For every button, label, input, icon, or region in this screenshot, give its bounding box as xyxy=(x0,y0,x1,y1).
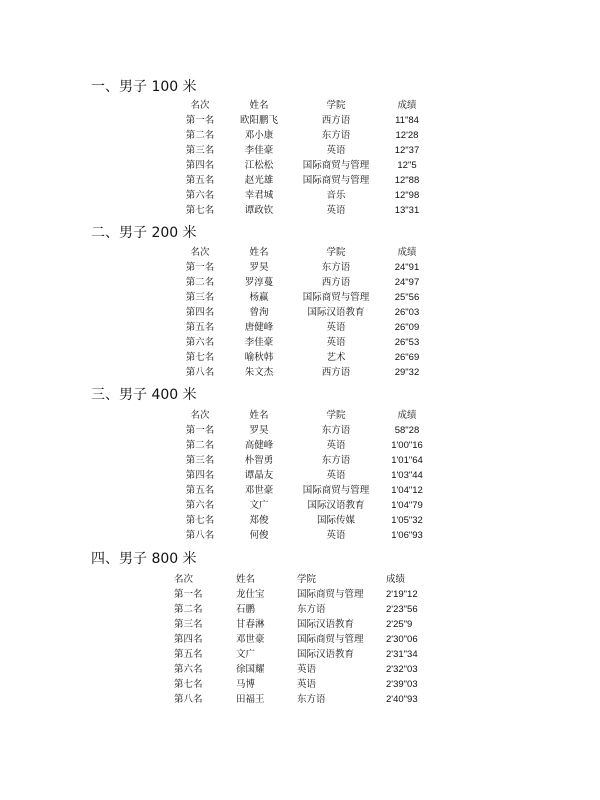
name-cell: 李佳豪 xyxy=(244,145,274,156)
table-row xyxy=(0,423,600,438)
school-cell: 国际传媒 xyxy=(316,515,355,526)
header-school: 学院 xyxy=(326,100,346,111)
school-cell: 国际汉语教育 xyxy=(297,649,355,660)
score-cell: 2'39"03 xyxy=(386,679,418,690)
name-cell: 朱文杰 xyxy=(244,367,274,378)
score-cell: 26"69 xyxy=(394,352,420,363)
school-cell: 东方语 xyxy=(321,425,351,436)
name-cell: 江松松 xyxy=(244,160,274,171)
table-row xyxy=(0,528,600,543)
table-row xyxy=(0,290,600,305)
table-row xyxy=(0,677,600,692)
school-cell: 东方语 xyxy=(321,262,351,273)
name-cell: 李佳豪 xyxy=(244,337,274,348)
table-row xyxy=(0,305,600,320)
rank-cell: 第六名 xyxy=(185,190,215,201)
name-cell: 甘春淋 xyxy=(236,619,265,630)
score-cell: 24"91 xyxy=(394,262,420,273)
school-cell: 英语 xyxy=(326,205,346,216)
rank-cell: 第一名 xyxy=(174,589,203,600)
rank-cell: 第五名 xyxy=(185,175,215,186)
score-cell: 2'32"03 xyxy=(386,664,418,675)
name-cell: 罗淳蔓 xyxy=(244,277,274,288)
rank-cell: 第二名 xyxy=(185,130,215,141)
score-cell: 12"37 xyxy=(394,145,420,156)
table-row xyxy=(0,483,600,498)
name-cell: 田福王 xyxy=(236,694,265,705)
table-row xyxy=(0,468,600,483)
rank-cell: 第二名 xyxy=(174,604,203,615)
table-row xyxy=(0,113,600,128)
name-cell: 朴智勇 xyxy=(244,455,274,466)
school-cell: 国际商贸与管理 xyxy=(302,485,370,496)
name-cell: 邓世豪 xyxy=(244,485,274,496)
school-cell: 国际汉语教育 xyxy=(307,307,365,318)
school-cell: 国际汉语教育 xyxy=(307,500,365,511)
rank-cell: 第八名 xyxy=(185,367,215,378)
rank-cell: 第四名 xyxy=(174,634,203,645)
rank-cell: 第二名 xyxy=(185,277,215,288)
table-row xyxy=(0,438,600,453)
rank-cell: 第七名 xyxy=(174,679,203,690)
rank-cell: 第一名 xyxy=(185,262,215,273)
table-row xyxy=(0,365,600,380)
name-cell: 幸君城 xyxy=(244,190,274,201)
name-cell: 邓小康 xyxy=(244,130,274,141)
rank-cell: 第五名 xyxy=(185,485,215,496)
school-cell: 西方语 xyxy=(321,367,351,378)
header-rank: 名次 xyxy=(190,410,210,421)
rank-cell: 第七名 xyxy=(185,352,215,363)
rank-cell: 第七名 xyxy=(185,515,215,526)
score-cell: 11"84 xyxy=(395,115,419,126)
table-row xyxy=(0,617,600,632)
score-cell: 1'01"64 xyxy=(391,455,423,466)
school-cell: 东方语 xyxy=(321,130,351,141)
rank-cell: 第六名 xyxy=(185,337,215,348)
school-cell: 国际商贸与管理 xyxy=(302,160,370,171)
header-score: 成绩 xyxy=(386,574,406,585)
name-cell: 龙仕宝 xyxy=(236,589,265,600)
score-cell: 2'23"56 xyxy=(386,604,418,615)
school-cell: 艺术 xyxy=(326,352,346,363)
name-cell: 曾洵 xyxy=(249,307,269,318)
name-cell: 唐健峰 xyxy=(244,322,274,333)
name-cell: 欧阳鹏飞 xyxy=(239,115,278,126)
table-header-row xyxy=(0,408,600,423)
score-cell: 24"97 xyxy=(394,277,420,288)
table-header-row xyxy=(0,572,600,587)
score-cell: 1'04"12 xyxy=(391,485,423,496)
name-cell: 石鹏 xyxy=(236,604,256,615)
table-header-row xyxy=(0,98,600,113)
header-score: 成绩 xyxy=(397,247,417,258)
score-cell: 2'40"93 xyxy=(386,694,418,705)
table-row xyxy=(0,647,600,662)
rank-cell: 第二名 xyxy=(185,440,215,451)
name-cell: 罗昊 xyxy=(249,262,269,273)
school-cell: 英语 xyxy=(326,337,346,348)
name-cell: 马博 xyxy=(236,679,256,690)
score-cell: 12"98 xyxy=(394,190,420,201)
table-row xyxy=(0,320,600,335)
score-cell: 12"88 xyxy=(394,175,420,186)
table-row xyxy=(0,335,600,350)
score-cell: 26"03 xyxy=(394,307,420,318)
rank-cell: 第三名 xyxy=(174,619,203,630)
school-cell: 东方语 xyxy=(321,455,351,466)
score-cell: 13"31 xyxy=(394,205,420,216)
header-name: 姓名 xyxy=(236,574,256,585)
school-cell: 东方语 xyxy=(297,694,326,705)
table-row xyxy=(0,260,600,275)
score-cell: 1'04"79 xyxy=(391,500,423,511)
table-row xyxy=(0,203,600,218)
name-cell: 郑俊 xyxy=(249,515,269,526)
rank-cell: 第八名 xyxy=(174,694,203,705)
rank-cell: 第一名 xyxy=(185,425,215,436)
score-cell: 1'05"32 xyxy=(391,515,423,526)
rank-cell: 第四名 xyxy=(185,160,215,171)
table-row xyxy=(0,602,600,617)
rank-cell: 第六名 xyxy=(174,664,203,675)
school-cell: 英语 xyxy=(297,679,317,690)
school-cell: 英语 xyxy=(326,145,346,156)
score-cell: 26"53 xyxy=(394,337,420,348)
school-cell: 西方语 xyxy=(321,277,351,288)
school-cell: 国际商贸与管理 xyxy=(302,292,370,303)
school-cell: 英语 xyxy=(326,470,346,481)
school-cell: 音乐 xyxy=(326,190,346,201)
table-row xyxy=(0,143,600,158)
school-cell: 英语 xyxy=(326,440,346,451)
score-cell: 1'03"44 xyxy=(391,470,423,481)
table-row xyxy=(0,692,600,707)
score-cell: 2'25"9 xyxy=(386,619,413,630)
table-row xyxy=(0,662,600,677)
section-title: 三、男子 400 米 xyxy=(91,387,197,403)
rank-cell: 第七名 xyxy=(185,205,215,216)
score-cell: 1'06"93 xyxy=(391,530,423,541)
score-cell: 58"28 xyxy=(394,425,420,436)
name-cell: 喻秋韩 xyxy=(244,352,274,363)
school-cell: 国际商贸与管理 xyxy=(302,175,370,186)
rank-cell: 第一名 xyxy=(185,115,215,126)
table-row xyxy=(0,158,600,173)
score-cell: 26"09 xyxy=(394,322,420,333)
rank-cell: 第三名 xyxy=(185,455,215,466)
name-cell: 谭晶友 xyxy=(244,470,274,481)
name-cell: 文广 xyxy=(236,649,256,660)
school-cell: 西方语 xyxy=(321,115,351,126)
rank-cell: 第五名 xyxy=(174,649,203,660)
header-name: 姓名 xyxy=(249,100,269,111)
name-cell: 徐国耀 xyxy=(236,664,265,675)
name-cell: 何俊 xyxy=(249,530,269,541)
header-name: 姓名 xyxy=(249,410,269,421)
score-cell: 12"5 xyxy=(397,160,417,171)
name-cell: 杨赢 xyxy=(249,292,269,303)
header-school: 学院 xyxy=(297,574,317,585)
school-cell: 东方语 xyxy=(297,604,326,615)
rank-cell: 第三名 xyxy=(185,292,215,303)
school-cell: 国际商贸与管理 xyxy=(297,589,364,600)
score-cell: 2'19"12 xyxy=(386,589,418,600)
score-cell: 2'31"34 xyxy=(386,649,418,660)
rank-cell: 第八名 xyxy=(185,530,215,541)
school-cell: 英语 xyxy=(326,322,346,333)
school-cell: 英语 xyxy=(297,664,317,675)
table-row xyxy=(0,128,600,143)
name-cell: 文广 xyxy=(249,500,269,511)
school-cell: 国际商贸与管理 xyxy=(297,634,364,645)
school-cell: 英语 xyxy=(326,530,346,541)
score-cell: 29"32 xyxy=(394,367,420,378)
name-cell: 邓世豪 xyxy=(236,634,265,645)
header-rank: 名次 xyxy=(190,247,210,258)
name-cell: 谭政钦 xyxy=(244,205,274,216)
name-cell: 罗昊 xyxy=(249,425,269,436)
score-cell: 1'00"16 xyxy=(391,440,423,451)
score-cell: 25"56 xyxy=(394,292,420,303)
table-row xyxy=(0,188,600,203)
name-cell: 高健峰 xyxy=(244,440,274,451)
score-cell: 2'30"06 xyxy=(386,634,418,645)
table-row xyxy=(0,513,600,528)
table-header-row xyxy=(0,245,600,260)
table-row xyxy=(0,275,600,290)
table-row xyxy=(0,498,600,513)
school-cell: 国际汉语教育 xyxy=(297,619,355,630)
rank-cell: 第四名 xyxy=(185,470,215,481)
score-cell: 12'28 xyxy=(395,130,419,141)
section-title: 二、男子 200 米 xyxy=(91,225,197,241)
header-score: 成绩 xyxy=(397,410,417,421)
table-row xyxy=(0,632,600,647)
rank-cell: 第三名 xyxy=(185,145,215,156)
rank-cell: 第四名 xyxy=(185,307,215,318)
table-row xyxy=(0,173,600,188)
section-title: 一、男子 100 米 xyxy=(91,79,197,95)
table-row xyxy=(0,350,600,365)
rank-cell: 第六名 xyxy=(185,500,215,511)
rank-cell: 第五名 xyxy=(185,322,215,333)
header-rank: 名次 xyxy=(174,574,194,585)
table-row xyxy=(0,587,600,602)
section-title: 四、男子 800 米 xyxy=(91,551,197,567)
header-score: 成绩 xyxy=(397,100,417,111)
header-rank: 名次 xyxy=(190,100,210,111)
header-school: 学院 xyxy=(326,247,346,258)
name-cell: 赵光雄 xyxy=(244,175,274,186)
table-row xyxy=(0,453,600,468)
header-name: 姓名 xyxy=(249,247,269,258)
header-school: 学院 xyxy=(326,410,346,421)
